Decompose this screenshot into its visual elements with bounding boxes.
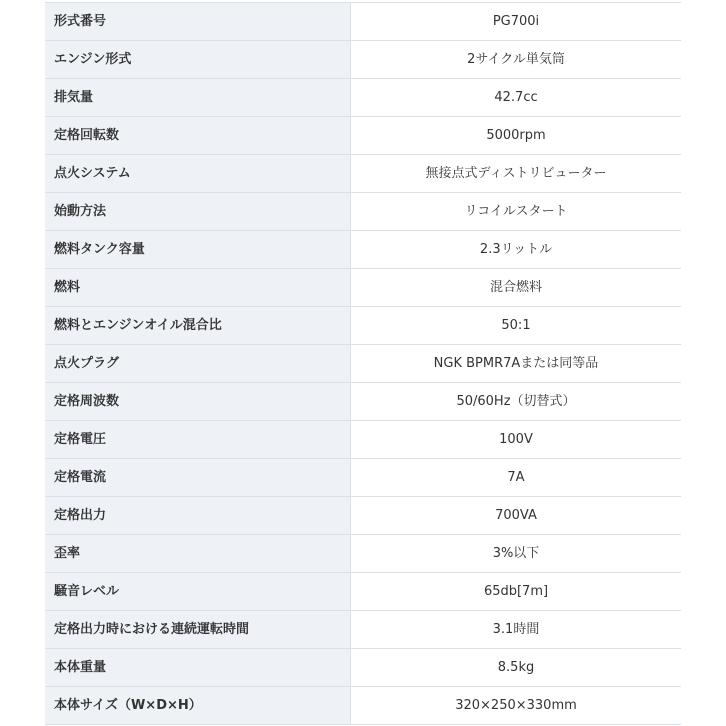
spec-value: 100V: [351, 421, 682, 459]
spec-value: 7A: [351, 459, 682, 497]
spec-label: 歪率: [45, 535, 351, 573]
table-row: [45, 687, 681, 725]
spec-value: 2.3リットル: [351, 231, 682, 269]
table-row: [45, 155, 681, 193]
spec-label: 騒音レベル: [45, 573, 351, 611]
spec-label: 定格電流: [45, 459, 351, 497]
spec-label: 燃料: [45, 269, 351, 307]
spec-value: 3%以下: [351, 535, 682, 573]
spec-value: 65db[7m]: [351, 573, 682, 611]
spec-value: 3.1時間: [351, 611, 682, 649]
table-row: [45, 459, 681, 497]
spec-value: 5000rpm: [351, 117, 682, 155]
spec-value: 50:1: [351, 307, 682, 345]
table-row: [45, 421, 681, 459]
spec-label: 燃料タンク容量: [45, 231, 351, 269]
spec-value: リコイルスタート: [351, 193, 682, 231]
spec-label: エンジン形式: [45, 41, 351, 79]
spec-table: [45, 2, 681, 725]
spec-label: 排気量: [45, 79, 351, 117]
spec-label: 本体重量: [45, 649, 351, 687]
spec-value: 700VA: [351, 497, 682, 535]
table-row: [45, 535, 681, 573]
table-row: [45, 193, 681, 231]
table-row: [45, 269, 681, 307]
spec-label: 点火システム: [45, 155, 351, 193]
spec-label: 始動方法: [45, 193, 351, 231]
table-row: [45, 497, 681, 535]
spec-value: 混合燃料: [351, 269, 682, 307]
spec-value: 50/60Hz（切替式）: [351, 383, 682, 421]
table-row: [45, 383, 681, 421]
table-row: [45, 41, 681, 79]
spec-label: 点火プラグ: [45, 345, 351, 383]
spec-value: 320×250×330mm: [351, 687, 682, 725]
spec-label: 定格周波数: [45, 383, 351, 421]
table-row: [45, 3, 681, 41]
table-row: [45, 649, 681, 687]
spec-value: 無接点式ディストリビューター: [351, 155, 682, 193]
table-row: [45, 79, 681, 117]
spec-label: 形式番号: [45, 3, 351, 41]
spec-label: 定格電圧: [45, 421, 351, 459]
spec-label: 燃料とエンジンオイル混合比: [45, 307, 351, 345]
table-row: [45, 231, 681, 269]
table-row: [45, 307, 681, 345]
spec-label: 定格回転数: [45, 117, 351, 155]
spec-label: 定格出力時における連続運転時間: [45, 611, 351, 649]
spec-value: 2サイクル単気筒: [351, 41, 682, 79]
spec-label: 定格出力: [45, 497, 351, 535]
table-row: [45, 117, 681, 155]
spec-value: PG700i: [351, 3, 682, 41]
spec-label: 本体サイズ（W×D×H）: [45, 687, 351, 725]
spec-value: 42.7cc: [351, 79, 682, 117]
spec-value: 8.5kg: [351, 649, 682, 687]
table-row: [45, 573, 681, 611]
table-row: [45, 345, 681, 383]
table-row: [45, 611, 681, 649]
spec-value: NGK BPMR7Aまたは同等品: [351, 345, 682, 383]
